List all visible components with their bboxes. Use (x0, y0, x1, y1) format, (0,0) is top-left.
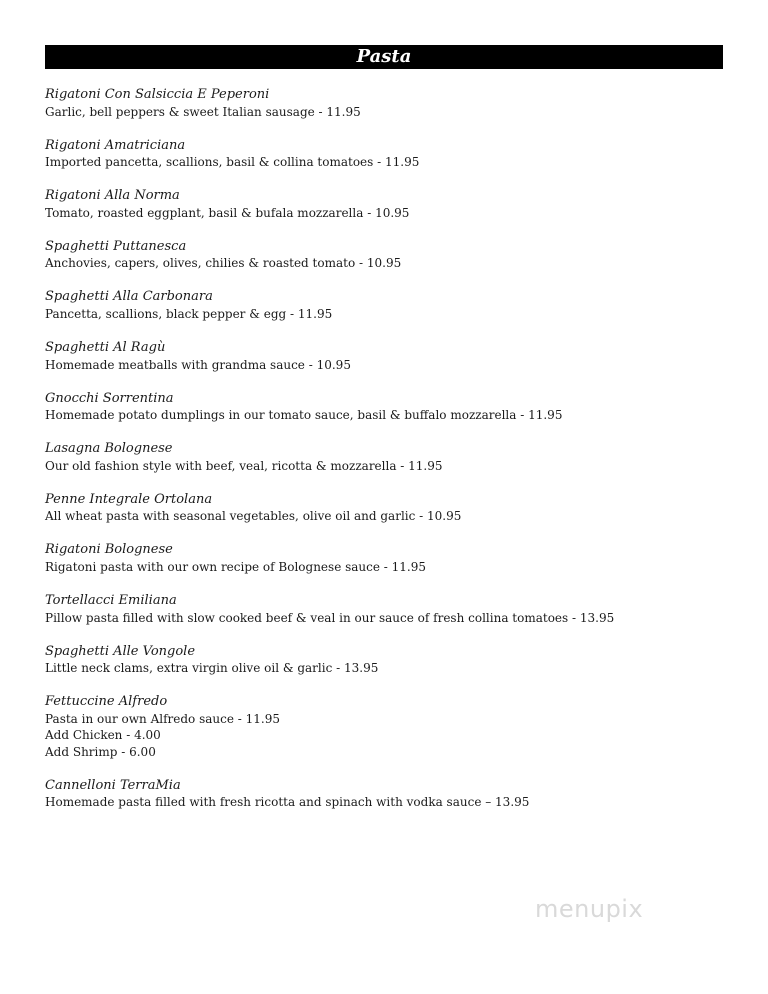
menu-item (45, 289, 735, 322)
menu-item-description: Imported pancetta, scallions, basil & collina tomatoes - 11.95 (45, 155, 420, 170)
menu-item-addon: Add Shrimp - 6.00 (45, 744, 156, 759)
menu-item-name: Rigatoni Amatriciana (45, 137, 186, 153)
menu-item-description: Garlic, bell peppers & sweet Italian sausage - 11.95 (45, 104, 361, 119)
menu-item-name: Lasagna Bolognese (45, 441, 173, 457)
menu-item (45, 593, 735, 626)
menu-item (45, 87, 735, 120)
menu-item-description: Anchovies, capers, olives, chilies & roasted tomato - 10.95 (45, 256, 402, 271)
menu-item-name: Spaghetti Puttanesca (45, 238, 187, 254)
menu-item (45, 239, 735, 272)
menu-item-name: Spaghetti Al Ragù (45, 339, 166, 355)
menu-item-description: Homemade meatballs with grandma sauce - 10.95 (45, 357, 351, 372)
watermark-logo: menupix (535, 895, 644, 923)
menu-item (45, 492, 735, 525)
menu-item-name: Cannelloni TerraMia (45, 777, 181, 793)
menu-item-description: Pasta in our own Alfredo sauce - 11.95 (45, 711, 280, 726)
menu-item (45, 644, 735, 677)
menu-item-description: Homemade potato dumplings in our tomato sauce, basil & buffalo mozzarella - 11.95 (45, 408, 563, 423)
menu-item-description: Rigatoni pasta with our own recipe of Bolognese sauce - 11.95 (45, 559, 427, 574)
menu-item-description: Pancetta, scallions, black pepper & egg - 11.95 (45, 306, 333, 321)
menu-item-name: Tortellacci Emiliana (45, 592, 177, 608)
menu-item-description: Our old fashion style with beef, veal, ricotta & mozzarella - 11.95 (45, 458, 443, 473)
section-title: Pasta (356, 46, 412, 67)
menu-item (45, 138, 735, 171)
menu-item-name: Gnocchi Sorrentina (45, 390, 174, 406)
menu-list (45, 87, 735, 828)
menu-item (45, 778, 735, 811)
menu-item (45, 542, 735, 575)
menu-item-name: Rigatoni Con Salsiccia E Peperoni (45, 87, 270, 102)
menu-item (45, 694, 735, 760)
menu-item (45, 391, 735, 424)
menu-item (45, 188, 735, 221)
menu-item-name: Spaghetti Alla Carbonara (45, 289, 213, 305)
menu-item-addon: Add Chicken - 4.00 (45, 728, 161, 743)
menu-item-name: Rigatoni Alla Norma (45, 188, 180, 204)
section-header (45, 45, 723, 69)
menu-item-description: Homemade pasta filled with fresh ricotta and spinach with vodka sauce – 13.95 (45, 795, 530, 810)
menu-item-description: Tomato, roasted eggplant, basil & bufala mozzarella - 10.95 (45, 205, 410, 220)
menu-item-name: Fettuccine Alfredo (45, 694, 168, 710)
menu-item-name: Rigatoni Bolognese (45, 542, 173, 558)
menu-item-description: All wheat pasta with seasonal vegetables, olive oil and garlic - 10.95 (45, 509, 462, 524)
menu-item-name: Spaghetti Alle Vongole (45, 643, 196, 659)
menu-item (45, 441, 735, 474)
menu-item-description: Little neck clams, extra virgin olive oil & garlic - 13.95 (45, 661, 379, 676)
menu-item-name: Penne Integrale Ortolana (45, 491, 213, 507)
menu-item (45, 340, 735, 373)
menu-item-description: Pillow pasta filled with slow cooked beef & veal in our sauce of fresh collina tomatoes - 13.95 (45, 610, 615, 625)
